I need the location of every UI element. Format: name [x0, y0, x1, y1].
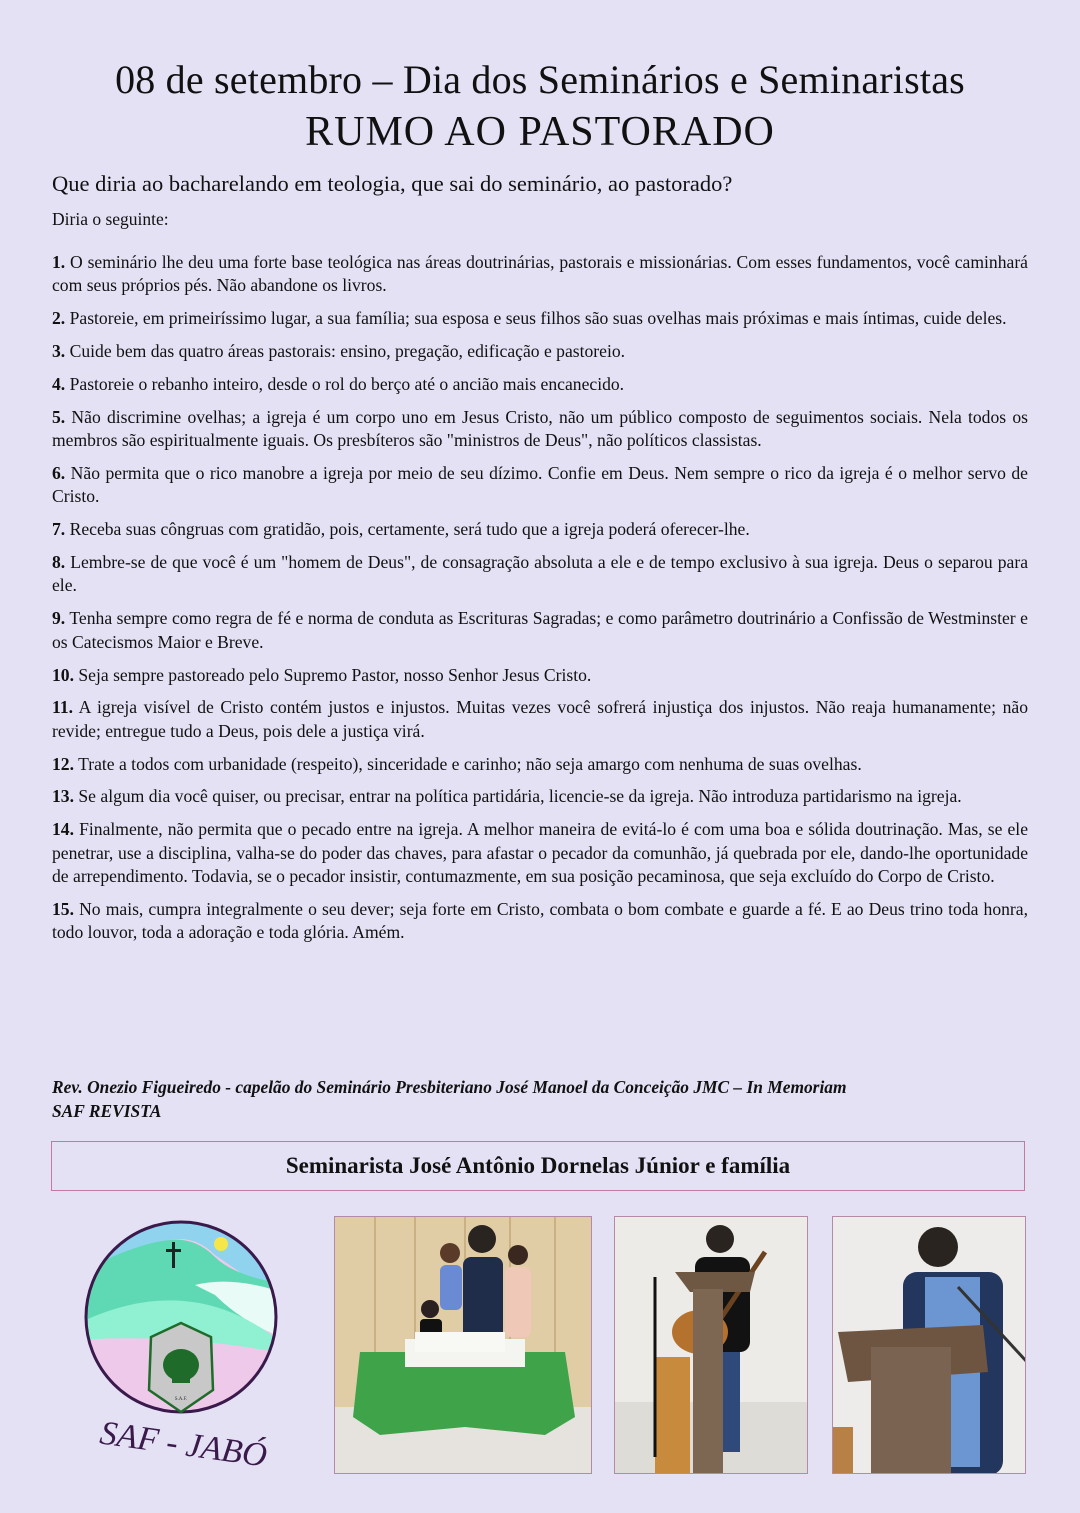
logo-emblem-icon — [75, 1215, 290, 1475]
item-text: No mais, cumpra integralmente o seu dever; seja forte em Cristo, combata o bom combate e guarde a fé. E ao Deus trino toda honra, todo louvor, toda a adoração e toda glória. Amém. — [52, 898, 1028, 943]
item-text: A igreja visível de Cristo contém justos e injustos. Muitas vezes você sofrerá injustiça dos injustos. Não reaja humanamente; não revide; entregue tudo a Deus, pois dele a justiça virá. — [52, 697, 1028, 741]
item-number: 2. — [52, 308, 66, 329]
item-number: 7. — [52, 519, 66, 540]
item-text: Cuide bem das quatro áreas pastorais: ensino, pregação, edificação e pastoreio. — [65, 341, 626, 362]
list-item — [52, 340, 1028, 363]
signature-source: SAF REVISTA — [52, 1100, 162, 1121]
svg-text:S.A.F.: S.A.F. — [174, 1397, 188, 1402]
item-text: Receba suas côngruas com gratidão, pois, certamente, será tudo que a igreja poderá oferecer-lhe. — [65, 519, 750, 540]
question-heading: Que diria ao bacharelando em teologia, que sai do seminário, ao pastorado? — [52, 171, 733, 196]
intro-text: Diria o seguinte: — [52, 209, 169, 229]
item-text: Finalmente, não permita que o pecado entre na igreja. A melhor maneira de evitá-lo é com uma boa e sólida doutrinação. Mas, se ele penetrar, use a disciplina, valha-se do poder das chaves, para afastar o pecador da comunhão, já quebrada por ele, dando-lhe oportunidade de arrependimento. Todavia, se o pecador insistir, contumazmente, em sua posição pecaminosa, que seja excluído do Corpo de Cristo. — [52, 819, 1028, 886]
item-text: Pastoreie o rebanho inteiro, desde o rol do berço até o ancião mais encanecido. — [65, 373, 625, 394]
item-number: 3. — [52, 341, 66, 362]
item-number: 6. — [52, 463, 66, 484]
item-text: Pastoreie, em primeiríssimo lugar, a sua família; sua esposa e seus filhos são suas ovelhas mais próximas e mais íntimas, cuide deles. — [65, 308, 1007, 329]
page-title: 08 de setembro – Dia dos Seminários e Seminaristas — [115, 57, 965, 102]
advice-list — [52, 251, 1028, 954]
list-item — [52, 753, 1028, 776]
item-text: Trate a todos com urbanidade (respeito), sinceridade e carinho; não seja amargo com nenhuma de suas ovelhas. — [74, 753, 862, 774]
list-item — [52, 607, 1028, 654]
list-item — [52, 898, 1028, 945]
svg-text:SAF - JABÓ: SAF - JABÓ — [97, 1414, 270, 1475]
list-item — [52, 551, 1028, 598]
signature-author: Rev. Onezio Figueiredo - capelão do Seminário Presbiteriano José Manoel da Conceição JMC – In Memoriam — [52, 1077, 847, 1097]
item-number: 14. — [52, 819, 74, 840]
list-item — [52, 664, 1028, 687]
item-text: Se algum dia você quiser, ou precisar, entrar na política partidária, licencie-se da igreja. Não introduza partidarismo na igreja. — [74, 786, 962, 807]
list-item — [52, 696, 1028, 743]
page-subtitle: RUMO AO PASTORADO — [305, 109, 775, 155]
preaching-photo — [832, 1216, 1026, 1474]
list-item — [52, 518, 1028, 541]
item-number: 11. — [52, 697, 74, 718]
item-text: Não permita que o rico manobre a igreja por meio de seu dízimo. Confie em Deus. Nem sempre o rico da igreja é o melhor servo de Cristo. — [52, 463, 1028, 507]
item-number: 13. — [52, 786, 74, 807]
item-text: Tenha sempre como regra de fé e norma de conduta as Escrituras Sagradas; e como parâmetro doutrinário a Confissão de Westminster e os Catecismos Maior e Breve. — [52, 608, 1028, 652]
list-item — [52, 251, 1028, 298]
item-text: Lembre-se de que você é um "homem de Deus", de consagração absoluta a ele e de tempo exclusivo à sua igreja. Deus o separou para ele. — [52, 552, 1028, 596]
list-item — [52, 818, 1028, 888]
list-item — [52, 373, 1028, 396]
item-number: 12. — [52, 753, 74, 774]
item-number: 10. — [52, 664, 74, 685]
family-photo — [334, 1216, 592, 1474]
photo-caption-banner: Seminarista José Antônio Dornelas Júnior e família — [51, 1141, 1025, 1191]
item-text: Seja sempre pastoreado pelo Supremo Pastor, nosso Senhor Jesus Cristo. — [74, 664, 592, 685]
item-text: O seminário lhe deu uma forte base teológica nas áreas doutrinárias, pastorais e missionárias. Com esses fundamentos, você caminhará com seus próprios pés. Não abandone os livros. — [52, 252, 1028, 296]
saf-jabo-logo — [75, 1215, 290, 1475]
item-number: 1. — [52, 252, 66, 272]
item-number: 8. — [52, 552, 66, 573]
list-item — [52, 406, 1028, 453]
guitar-photo — [614, 1216, 808, 1474]
item-number: 15. — [52, 898, 74, 919]
list-item — [52, 785, 1028, 808]
item-number: 4. — [52, 373, 66, 394]
list-item — [52, 462, 1028, 509]
item-number: 5. — [52, 406, 66, 427]
list-item — [52, 307, 1028, 330]
item-text: Não discrimine ovelhas; a igreja é um corpo uno em Jesus Cristo, não um público composto de seguimentos sociais. Nela todos os membros são espiritualmente iguais. Os presbíteros são "ministros de Deus", não políticos classistas. — [52, 406, 1028, 451]
signature — [52, 1076, 1042, 1123]
item-number: 9. — [52, 608, 66, 629]
